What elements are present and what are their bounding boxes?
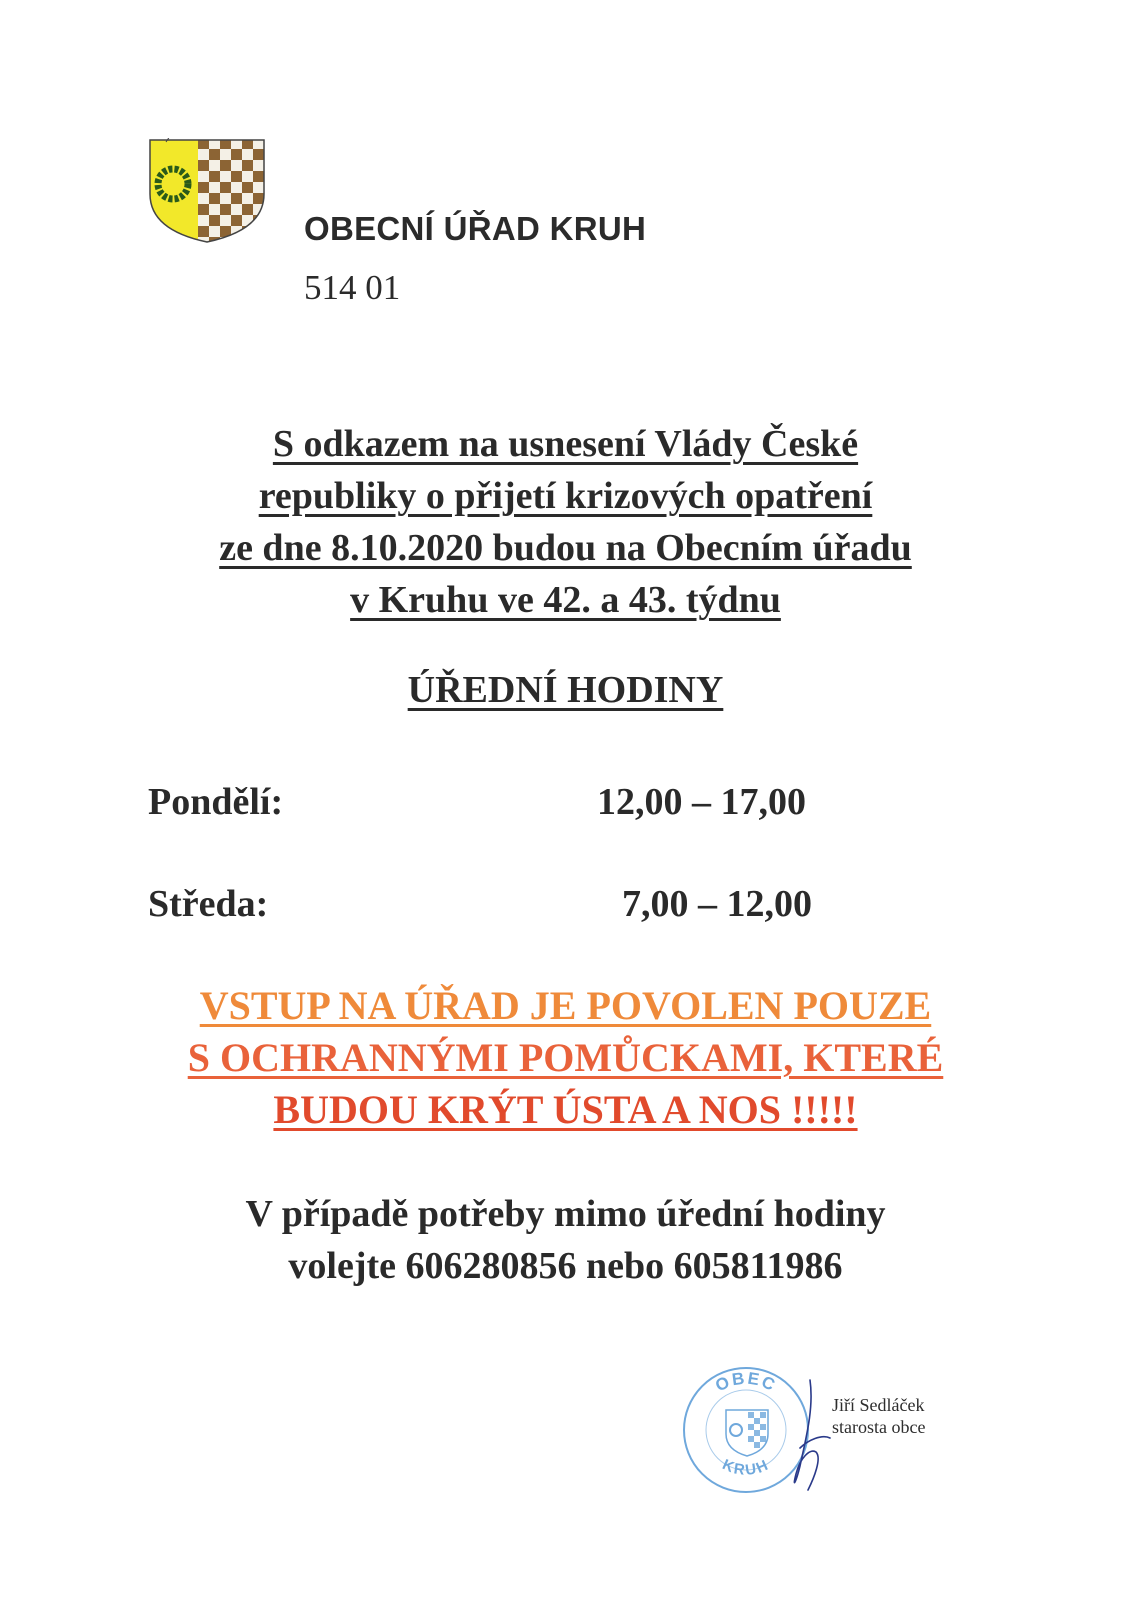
hours-time-monday: 12,00 – 17,00 [597,781,806,823]
warning-line: VSTUP NA ÚŘAD JE POVOLEN POUZE [199,983,932,1028]
hours-time-wednesday: 7,00 – 12,00 [622,883,812,925]
intro-paragraph [60,418,1071,626]
handwritten-signature-icon [770,1378,840,1498]
intro-line: v Kruhu ve 42. a 43. týdnu [350,579,781,621]
warning-line: S OCHRANNÝMI POMŮCKAMI, KTERÉ [187,1035,944,1080]
office-hours-heading [0,668,1131,712]
svg-text:KRUH [720,1456,772,1479]
hours-day-monday: Pondělí: [148,781,284,823]
hours-day-wednesday: Středa: [148,883,269,925]
stamp-shield-icon [726,1410,768,1456]
contact-line: volejte 606280856 nebo 605811986 [288,1245,843,1287]
office-hours-heading-text: ÚŘEDNÍ HODINY [407,669,724,711]
contact-line: V případě potřeby mimo úřední hodiny [245,1193,886,1235]
signer-block [832,1394,925,1438]
coat-of-arms-icon [148,138,266,244]
signer-name: Jiří Sedláček [832,1395,925,1415]
stamp-bottom-text: KRUH [719,1456,773,1479]
office-name: OBECNÍ ÚŘAD KRUH [304,210,647,247]
postcode: 514 01 [304,268,401,307]
signer-role: starosta obce [832,1417,926,1437]
intro-line: republiky o přijetí krizových opatření [258,475,873,517]
mask-warning [40,980,1091,1136]
stamp-top-text: OBEC [712,1368,780,1396]
warning-line: BUDOU KRÝT ÚSTA A NOS !!!!! [273,1087,858,1132]
intro-line: ze dne 8.10.2020 budou na Obecním úřadu [219,527,912,569]
intro-line: S odkazem na usnesení Vlády České [272,423,859,465]
contact-note [60,1188,1071,1292]
